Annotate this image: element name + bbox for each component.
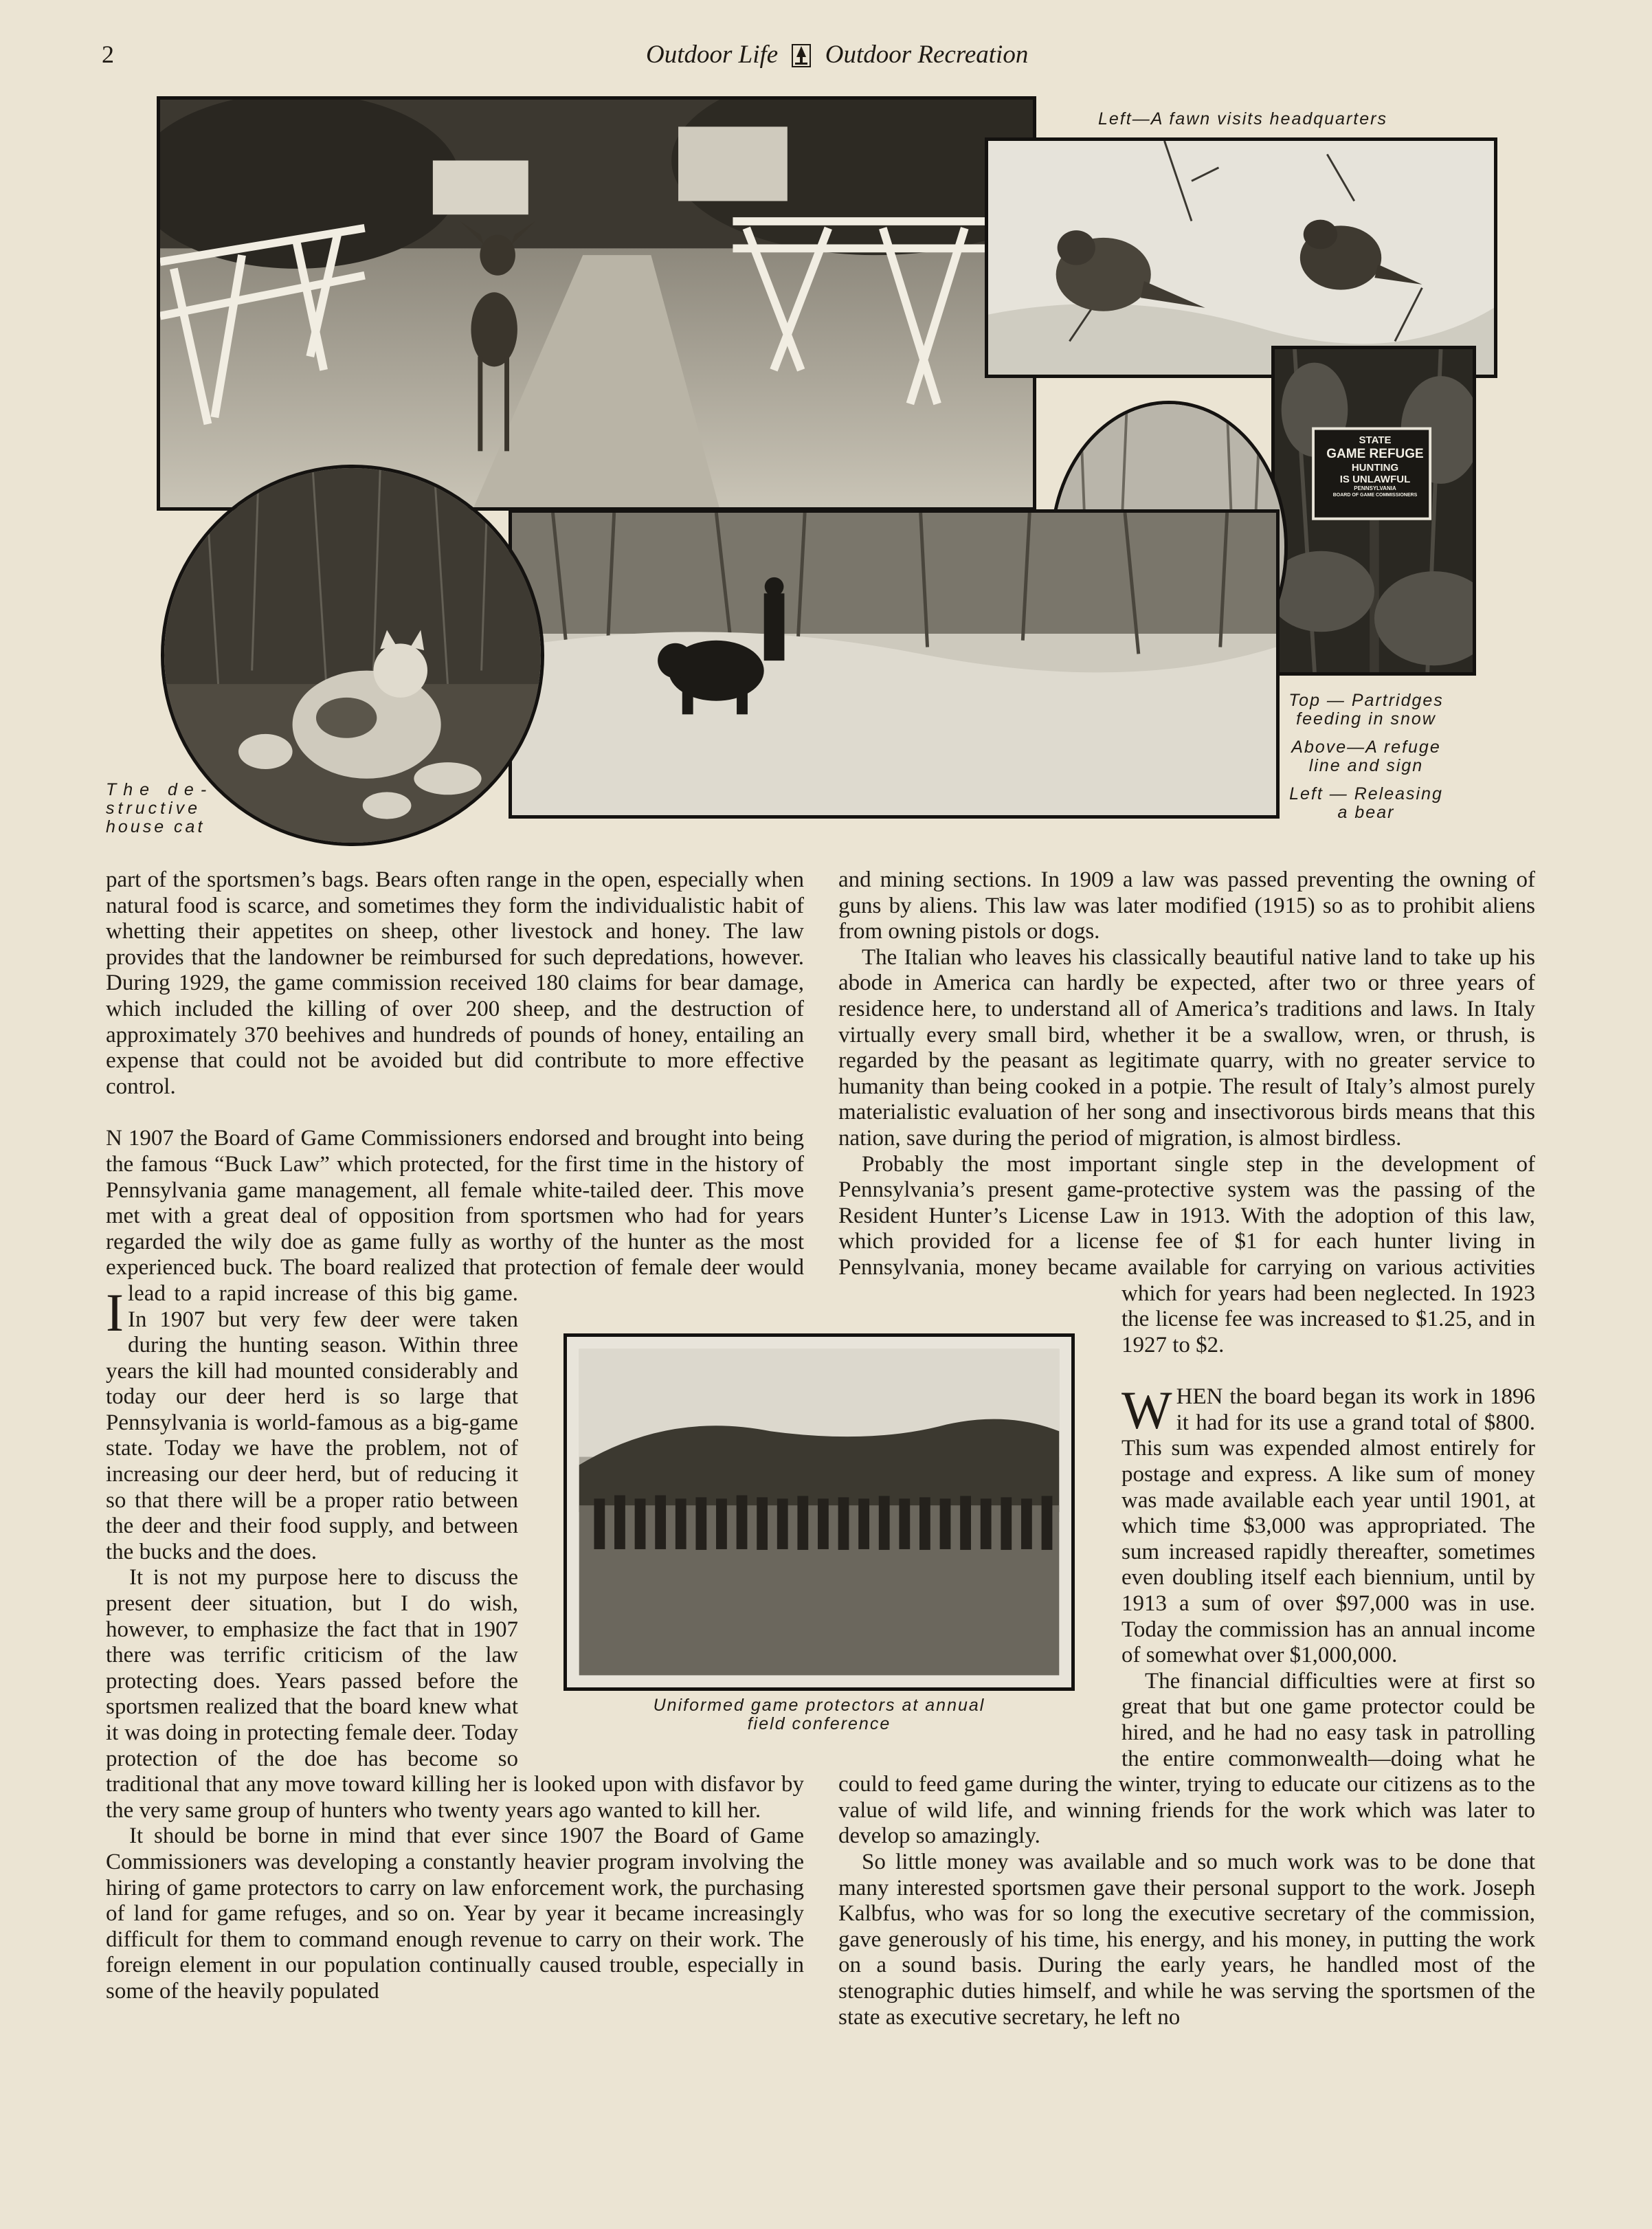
right-paragraph-5: The financial difficulties were at first so great that but one game protector could be hired, and he had no easy task in patrolling the entire commonwealth—doing what he could to feed game during the winter, trying to educate our citizens as to the value of wild life, and winning friends for the work which was later to develop so amazingly.: [838, 1668, 1535, 1849]
bear-release-photo: [509, 509, 1280, 819]
left-column-photo-wrap: [518, 1287, 804, 1754]
sign-line-state-name: PENNSYLVANIA: [1354, 485, 1396, 491]
sign-line-state: STATE: [1359, 434, 1392, 446]
left-dropcap: I: [106, 1283, 124, 1342]
fawn-photo: [157, 96, 1036, 511]
bear-caption: [1277, 785, 1455, 822]
refuge-caption-line-2: line and sign: [1308, 756, 1424, 775]
right-column-photo-wrap: [838, 1287, 1121, 1754]
partridges-caption-line-1: Top — Partridges: [1288, 691, 1444, 710]
refuge-sign-photo: [1271, 346, 1476, 676]
header-left-title: Outdoor Life: [646, 41, 779, 69]
right-paragraph-4-text: HEN the board began its work in 1896 it had for its use a grand total of $800. This sum was expended almost entirely for postage and express. A like sum of money was made available each year until 1901, at which time $3,000 was appropriated. The sum increased rapidly thereafter, sometimes even doubling itself each biennium, until by 1913 a sum of over $97,000 was in use. Today the commission has an annual income of somewhat over $1,000,000.: [1121, 1384, 1535, 1668]
bear-caption-line-1: Left — Releasing: [1289, 784, 1443, 803]
right-paragraph-6: So little money was available and so much work was to be done that many interested sportsmen gave their personal support to the work. Joseph Kalbfus, who was for so long the executive secretary of the commission, gave generously of his time, his energy, and his money, in putting the work on a sound basis. During the early years, he handled most of the stenographic duties himself, and while he was serving the sportsmen of the state as executive secretary, he left no: [838, 1849, 1535, 2030]
sign-line-refuge: GAME REFUGE: [1326, 447, 1424, 461]
left-paragraph-3: It is not my purpose here to discuss the present deer situation, but I do wish, however, to emphasize the fact that in 1907 there was terrific criticism of the law protecting does. Years passed before the sportsmen realized that the board knew what it was doing in protecting female deer. Today protection of the doe has become so traditional that any move toward killing her is looked upon with disfavor by the very same group of hunters who twenty years ago wanted to kill her.: [106, 1565, 804, 1823]
game-protectors-caption-line-2: field conference: [747, 1714, 891, 1733]
right-paragraph-3: Probably the most important single step in the development of Pennsylvania’s present game-protective system was the passing of the Resident Hunter’s License Law in 1913. With the adoption of this law, which provided for a license fee of $1 for each hunter living in Pennsylvania, money became available for carrying on various activities which for years had been neglected. In 1923 the license fee was increased to $1.25, and in 1927 to $2.: [838, 1151, 1535, 1357]
game-protectors-caption-line-1: Uniformed game protectors at annual: [653, 1696, 985, 1715]
bear-caption-line-2: a bear: [1337, 803, 1395, 822]
running-header: [646, 40, 1086, 69]
partridges-photo: [985, 137, 1497, 378]
fawn-caption: Left—A fawn visits headquarters: [1098, 109, 1387, 129]
sign-line-board: BOARD OF GAME COMMISSIONERS: [1332, 493, 1418, 498]
left-column: [106, 867, 804, 2005]
left-paragraph-2-text: N 1907 the Board of Game Commissioners endorsed and brought into being the famous “Buck Law” which protected, for the first time in the history of Pennsylvania game management, all female white-tailed deer. This move met with a great deal of opposition from sportsmen who had for years regarded the wily doe as game fully as worthy of the hunter as the most experienced buck. The board realized that protection of female deer would lead to a rapid increase of this big game. In 1907 but very few deer were taken during the hunting season. Within three years the kill had mounted considerably and today our deer herd is so large that Pennsylvania is world-famous as a big-game state. Today we have the problem, not of increasing our deer herd, but of reducing it so that there will be a proper ratio between the deer and their food supply, and between the bucks and the does.: [106, 1126, 804, 1564]
right-captions: [1277, 691, 1455, 822]
left-paragraph-1: part of the sportsmen’s bags. Bears often range in the open, especially when natural food is scarce, and sometimes they form the individualistic habit of whetting their appetites on sheep, other livestock and honey. The law provides that the landowner be reimbursed for such depredations, however. During 1929, the game commission received 180 claims for bear damage, which included the killing of over 200 sheep, and the destruction of approximately 370 beehives and hundreds of pounds of honey, entailing an expense that could not be avoided but did contribute to more effective control.: [106, 867, 804, 1099]
house-cat-caption-line-1: The de-: [106, 780, 214, 799]
page-number: 2: [102, 41, 114, 68]
refuge-caption: [1277, 738, 1455, 775]
sign-line-hunting: HUNTING: [1351, 462, 1399, 474]
right-paragraph-2: The Italian who leaves his classically beautiful native land to take up his abode in America can hardly be expected, after two or three years of residence here, to understand all of America’s traditions and laws. In Italy virtually every small bird, whether it be a swallow, wren, or thrush, is regarded by the peasant as legitimate quarry, with no greater service to humanity than being cooked in a potpie. The result of Italy’s almost purely materialistic evaluation of her song and insectivorous birds means that this nation, save during the period of migration, is almost birdless.: [838, 944, 1535, 1151]
partridges-caption: [1277, 691, 1455, 729]
partridges-caption-line-2: feeding in snow: [1296, 709, 1436, 729]
house-cat-caption-line-2: structive: [106, 799, 201, 818]
house-cat-caption-line-3: house cat: [106, 817, 205, 836]
house-cat-caption: [106, 781, 230, 836]
right-dropcap: W: [1121, 1380, 1172, 1441]
sign-line-unlawful: IS UNLAWFUL: [1339, 474, 1411, 485]
right-column: [838, 867, 1535, 2030]
header-logo-icon: [791, 41, 812, 68]
right-paragraph-1: and mining sections. In 1909 a law was passed preventing the owning of guns by aliens. This law was later modified (1915) so as to prohibit aliens from owning pistols or dogs.: [838, 867, 1535, 944]
left-paragraph-4: It should be borne in mind that ever since 1907 the Board of Game Commissioners was developing a constantly heavier program involving the hiring of game protectors to carry on law enforcement work, the purchasing of land for game refuges, and so on. Year by year it became increasingly difficult for them to command enough revenue to carry on their work. The foreign element in our population continually caused trouble, especially in some of the heavily populated: [106, 1823, 804, 2004]
refuge-sign-text: [1317, 434, 1433, 498]
refuge-caption-line-1: Above—A refuge: [1291, 738, 1441, 757]
header-right-title: Outdoor Recreation: [825, 41, 1029, 69]
